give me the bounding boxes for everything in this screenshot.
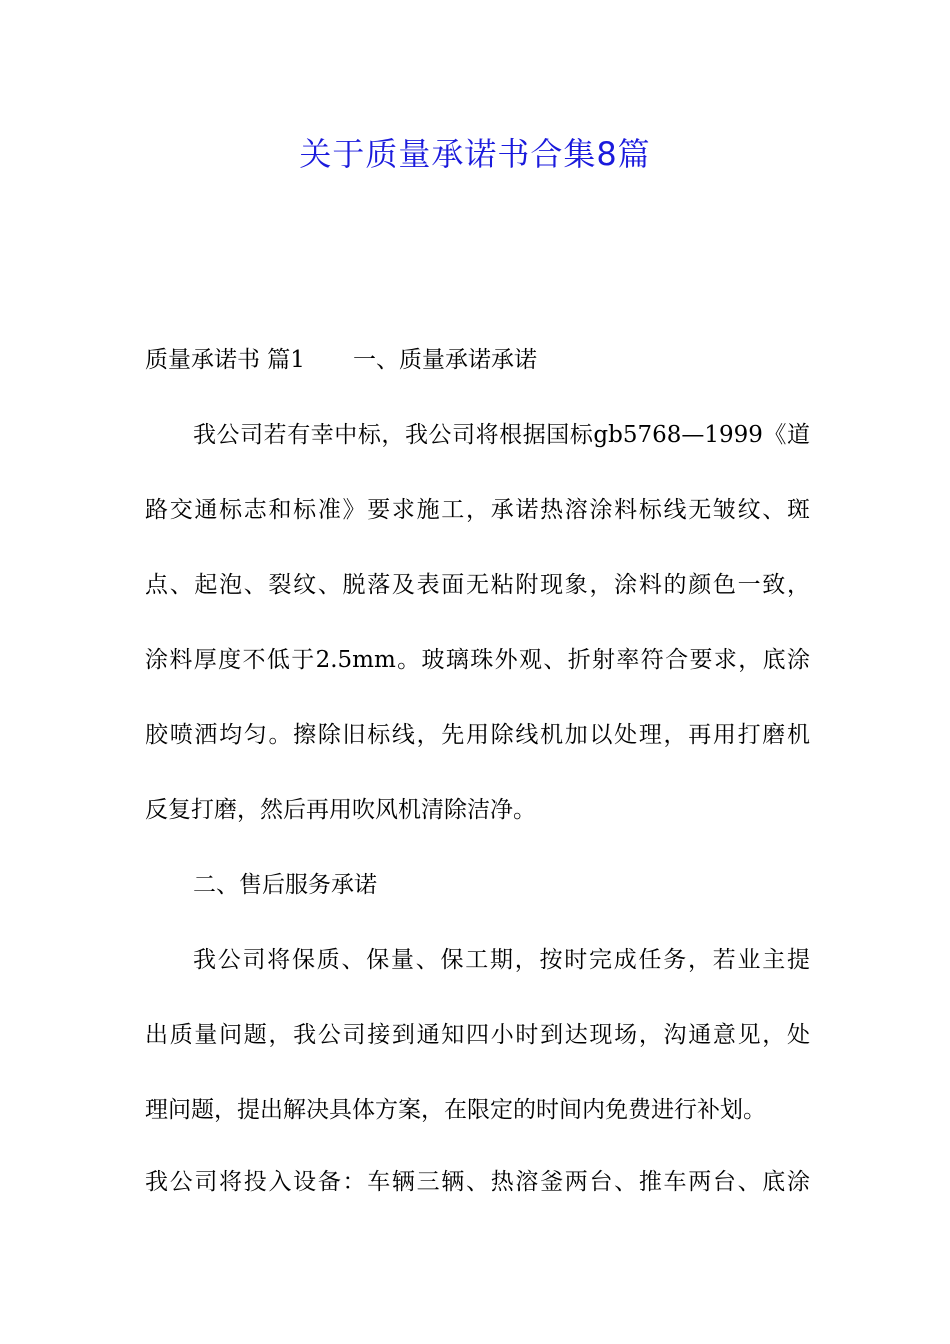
- section-heading-2: 二、售后服务承诺: [193, 872, 377, 898]
- paragraph-line: 点、起泡、裂纹、脱落及表面无粘附现象，涂料的颜色一致，: [145, 572, 810, 598]
- paragraph-line: 胶喷洒均匀。擦除旧标线，先用除线机加以处理，再用打磨机: [145, 722, 810, 748]
- paragraph-line: 路交通标志和标准》要求施工，承诺热溶涂料标线无皱纹、斑: [145, 497, 810, 523]
- paragraph-line: 我公司将投入设备：车辆三辆、热溶釜两台、推车两台、底涂: [145, 1169, 810, 1195]
- article-label: 质量承诺书 篇1: [145, 347, 305, 373]
- section-heading-1: 一、质量承诺承诺: [352, 347, 537, 373]
- paragraph-line: 我公司将保质、保量、保工期，按时完成任务，若业主提: [193, 947, 810, 973]
- paragraph-line: 我公司若有幸中标，我公司将根据国标gb5768—1999《道: [193, 422, 810, 448]
- paragraph-line: 理问题，提出解决具体方案，在限定的时间内免费进行补划。: [145, 1097, 766, 1123]
- paragraph-line: 涂料厚度不低于2.5mm。玻璃珠外观、折射率符合要求，底涂: [145, 647, 810, 673]
- heading-line: [145, 344, 810, 376]
- paragraph-line: 出质量问题，我公司接到通知四小时到达现场，沟通意见，处: [145, 1022, 810, 1048]
- paragraph-line: 反复打磨，然后再用吹风机清除洁净。: [145, 797, 536, 823]
- document-title: 关于质量承诺书合集8篇: [299, 135, 651, 173]
